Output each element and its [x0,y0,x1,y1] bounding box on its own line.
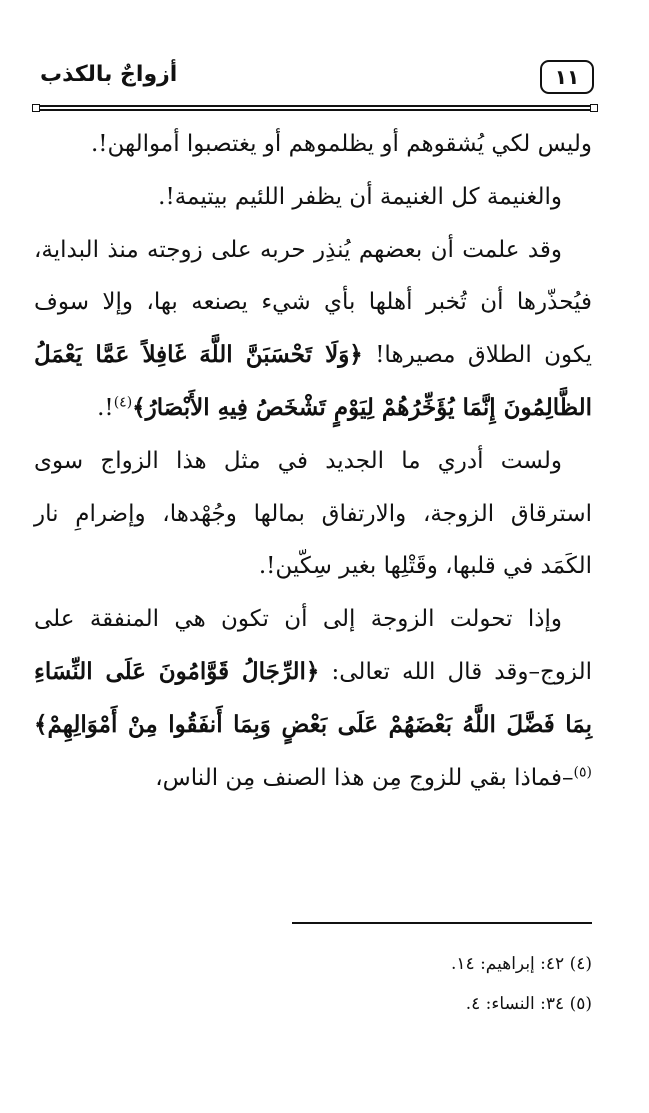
page-header [30,58,600,98]
paragraph: والغنيمة كل الغنيمة أن يظفر اللئيم بيتيمة!. [158,183,562,210]
footnote-item: (٤) ٤٢: إبراهيم: ١٤. [451,954,592,974]
paragraph: وليس لكي يُشقوهم أو يظلموهم أو يغتصبوا أموالهن!. [90,131,592,157]
quran-verse: ﴿وَلَا تَحْسَبَنَّ اللَّهَ غَافِلاً عَمَّا يَعْمَلُ الظَّالِمُونَ إِنَّمَا يُؤَخِّرُهُمْ لِيَوْمٍ تَشْخَصُ فِيهِ الأَبْصَارُ﴾ [34,341,592,421]
main-text [34,118,592,804]
quran-verse: ﴿الرِّجَالُ قَوَّامُونَ عَلَى النِّسَاءِ بِمَا فَضَّلَ اللَّهُ بَعْضَهُمْ عَلَى بَعْضٍ وَبِمَا أَنفَقُوا مِنْ أَمْوَالِهِمْ﴾ [34,657,592,738]
rule-end-cap [590,104,598,112]
paragraph: ولست أدري ما الجديد في مثل هذا الزواج سوى استرقاق الزوجة، والارتفاق بمالها وجُهْدها، وإضرامِ نار الكَمَد في قلبها، وقَتْلِها بغير سِكّين!. [34,447,592,580]
paragraph [34,224,592,435]
page-number: ١١ [540,60,594,94]
footnote-separator [292,922,592,924]
paragraph-text: وإذا تحولت الزوجة إلى أن تكون هي المنفقة على الزوج–وقد قال الله تعالى: [34,606,592,685]
header-rule-line [36,105,594,107]
footnote-item: (٥) ٣٤: النساء: ٤. [465,994,592,1014]
header-rule-line [36,109,594,111]
footnotes [52,944,592,1024]
header-double-rule [32,104,598,112]
paragraph [34,593,592,804]
paragraph-text: !. [97,394,114,421]
paragraph-text: وقد علمت أن بعضهم يُنذِر حربه على زوجته منذ البداية، فيُحذّرها أن تُخبر أهلها بأي شيء يصنعه بها، وإلا سوف يكون الطلاق مصيرها! [34,236,592,369]
footnote-reference: (٥) [573,763,592,780]
footnote-reference: (٤) [113,394,133,411]
paragraph-text: –فماذا بقي للزوج مِن هذا الصنف مِن الناس، [155,764,574,791]
rule-end-cap [32,104,40,112]
running-title: أزواجٌ بالكذب [40,62,178,87]
